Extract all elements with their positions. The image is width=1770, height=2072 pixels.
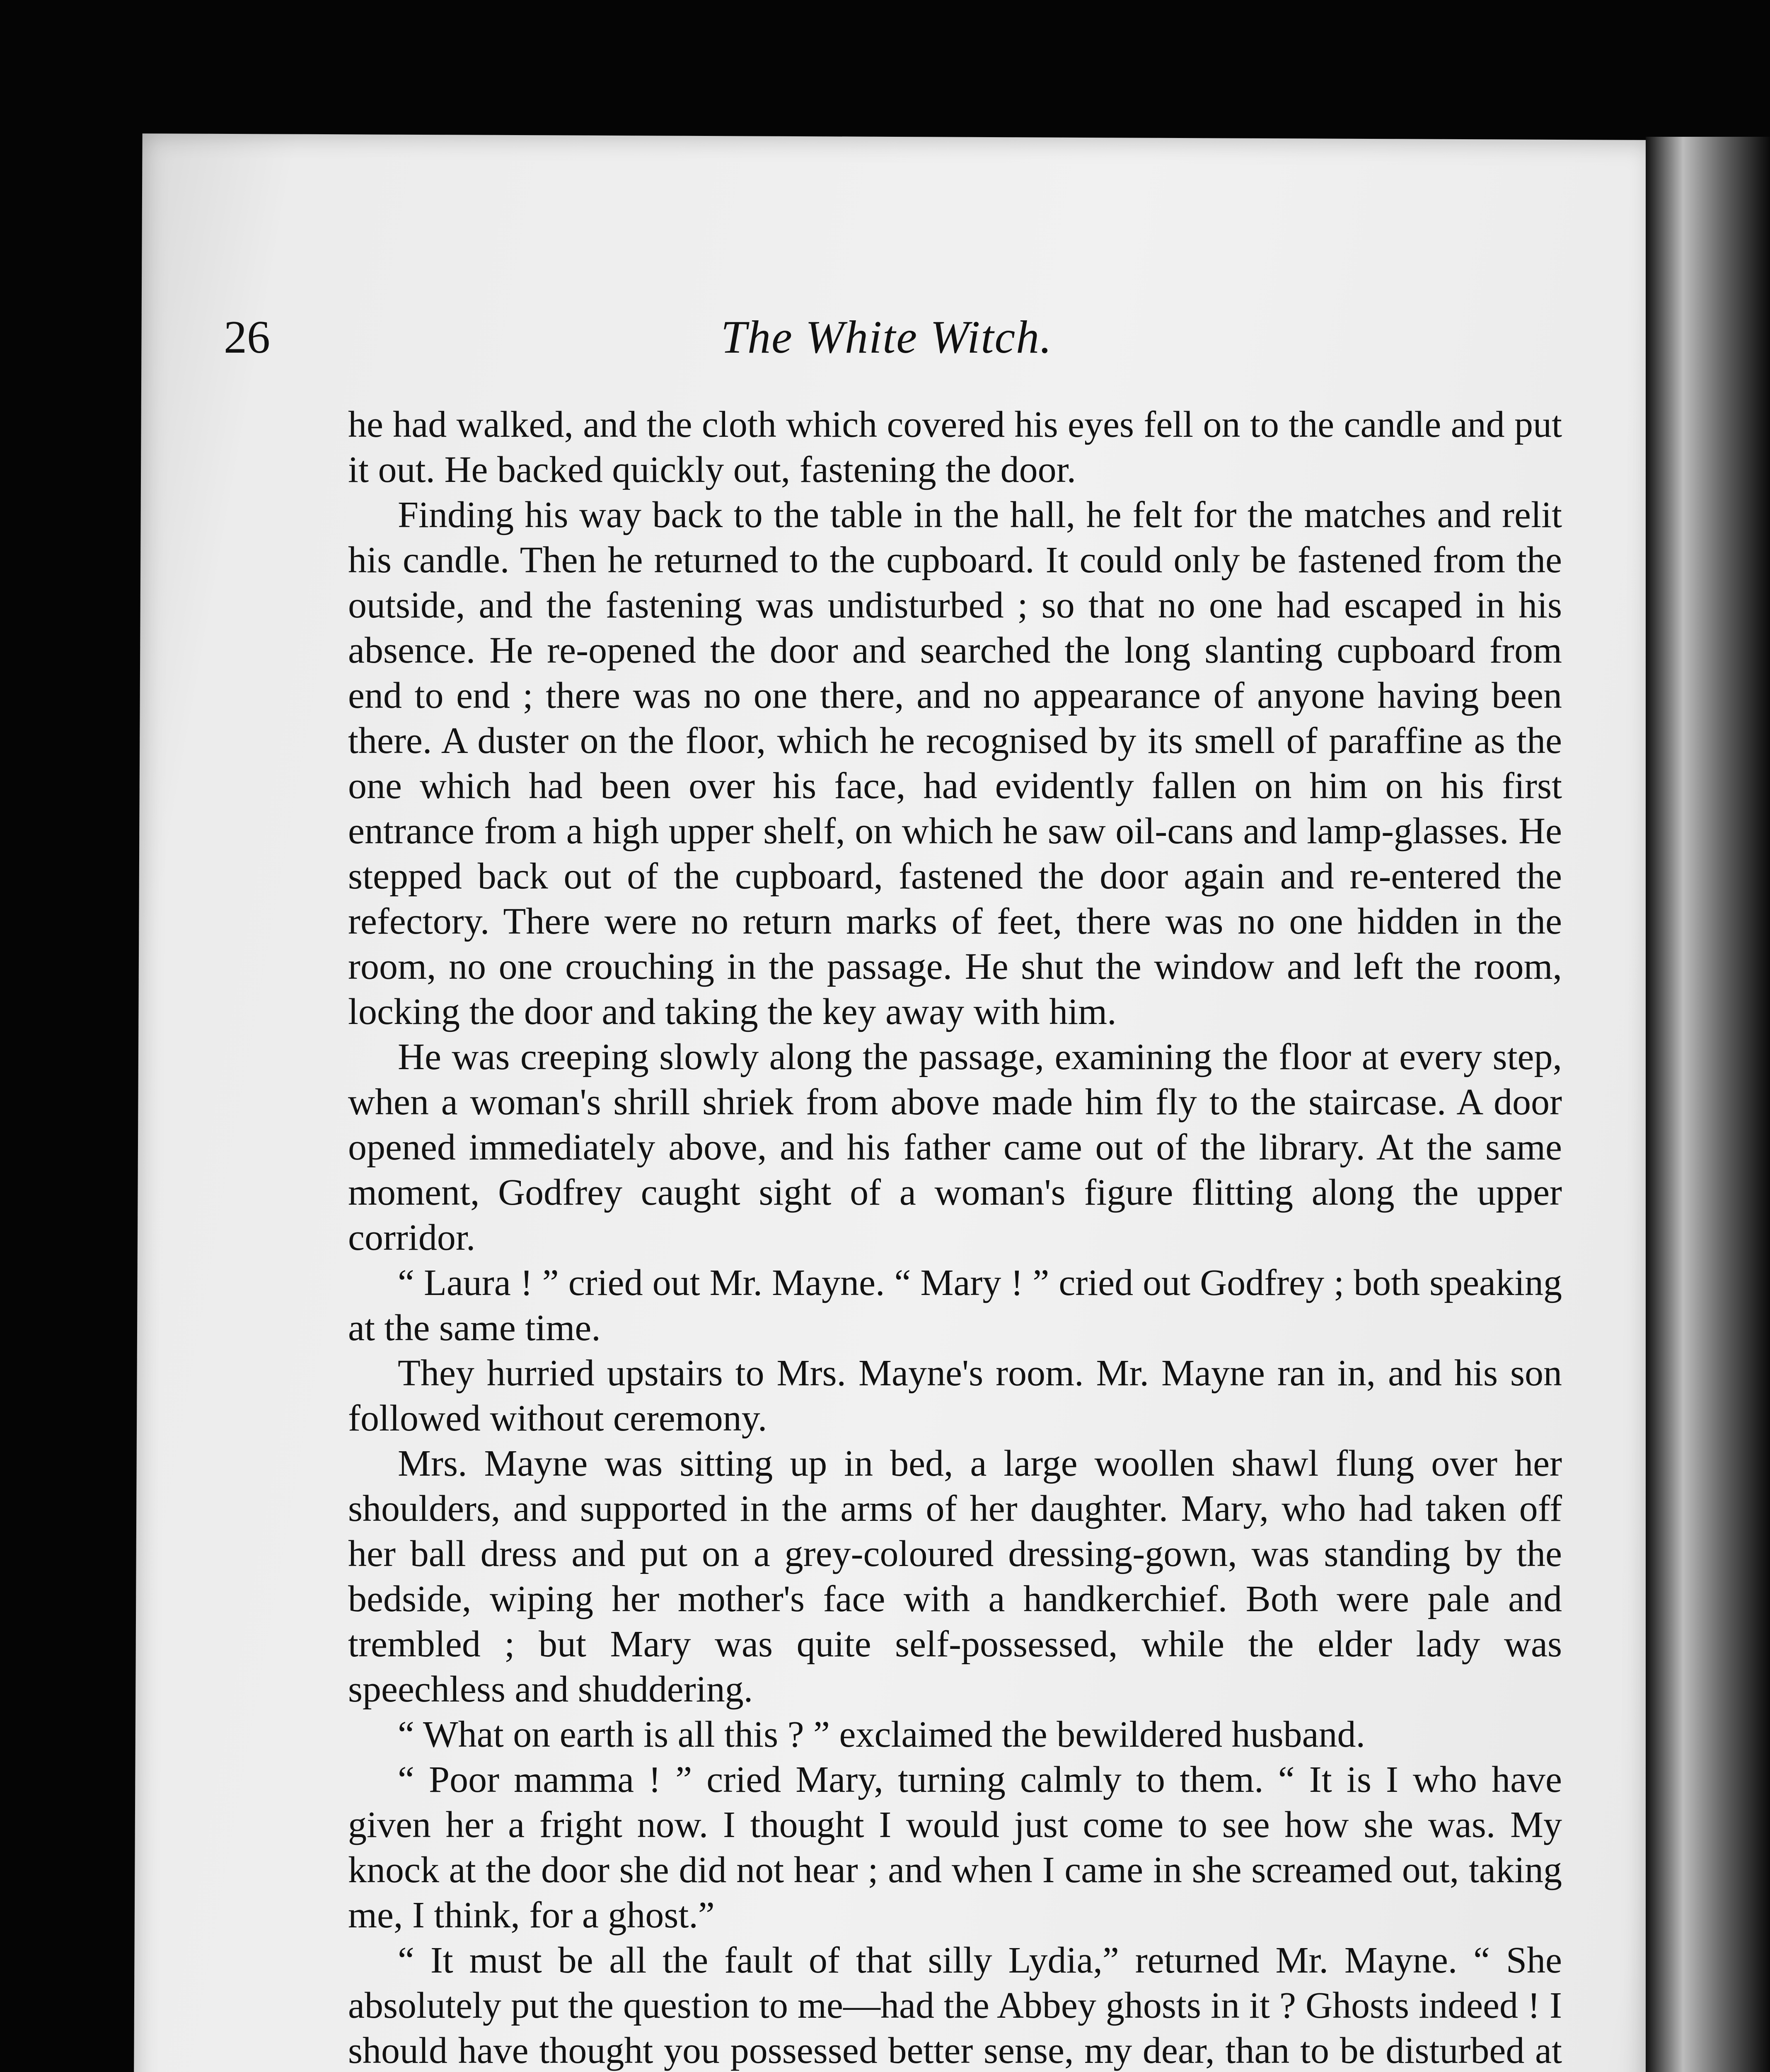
paragraph: They hurried upstairs to Mrs. Mayne's room. Mr. Mayne ran in, and his son followed without ceremony.	[348, 1353, 1562, 1439]
running-title: The White Witch.	[721, 312, 1053, 363]
paragraph: “ Poor mamma ! ” cried Mary, turning calmly to them. “ It is I who have given her a fright now. I thought I would just come to see how she was. My knock at the door she did not hear ; and when I came in she screamed out, taking me, I think, for a ghost.”	[348, 1759, 1562, 1936]
paragraph: “ Laura ! ” cried out Mr. Mayne. “ Mary ! ” cried out Godfrey ; both speaking at the same time.	[348, 1262, 1562, 1348]
paragraph: “ What on earth is all this ? ” exclaimed the bewildered husband.	[398, 1714, 1366, 1755]
book-spine-gutter	[1646, 137, 1770, 2072]
paragraph: He was creeping slowly along the passage, examining the floor at every step, when a woman's shrill shriek from above made him fly to the staircase. A door opened immediately above, and his father came out of the library. At the same moment, Godfrey caught sight of a woman's figure flitting along the upper corridor.	[348, 1036, 1562, 1258]
paragraph: he had walked, and the cloth which covered his eyes fell on to the candle and put it out. He backed quickly out, fastening the door.	[348, 404, 1562, 490]
page-header	[224, 290, 1550, 373]
paragraph: “ It must be all the fault of that silly Lydia,” returned Mr. Mayne. “ She absolutely put the question to me—had the Abbey ghosts in it ? Ghosts indeed ! I should have thought you possessed better sense, my dear, than to be disturbed at	[348, 1940, 1562, 2071]
paragraph: Mrs. Mayne was sitting up in bed, a large woollen shawl flung over her shoulders, and supported in the arms of her daughter. Mary, who had taken off her ball dress and put on a grey-coloured dressing-gown, was standing by the bedside, wiping her mother's face with a handkerchief. Both were pale and trembled ; but Mary was quite self-possessed, while the elder lady was speechless and shuddering.	[348, 1443, 1562, 1710]
paragraph: Finding his way back to the table in the hall, he felt for the matches and relit his candle. Then he returned to the cupboard. It could only be fastened from the outside, and the fastening was undisturbed ; so that no one had escaped in his absence. He re-opened the door and searched the long slanting cupboard from end to end ; there was no one there, and no appearance of anyone having been there. A duster on the floor, which he recognised by its smell of paraffine as the one which had been over his face, had evidently fallen on him on his first entrance from a high upper shelf, on which he saw oil-cans and lamp-glasses. He stepped back out of the cupboard, fastened the door again and re-entered the refectory. There were no return marks of feet, there was no one hidden in the room, no one crouching in the passage. He shut the window and left the room, locking the door and taking the key away with him.	[348, 494, 1562, 1032]
page-number: 26	[224, 312, 270, 363]
body-text	[348, 402, 1562, 2072]
